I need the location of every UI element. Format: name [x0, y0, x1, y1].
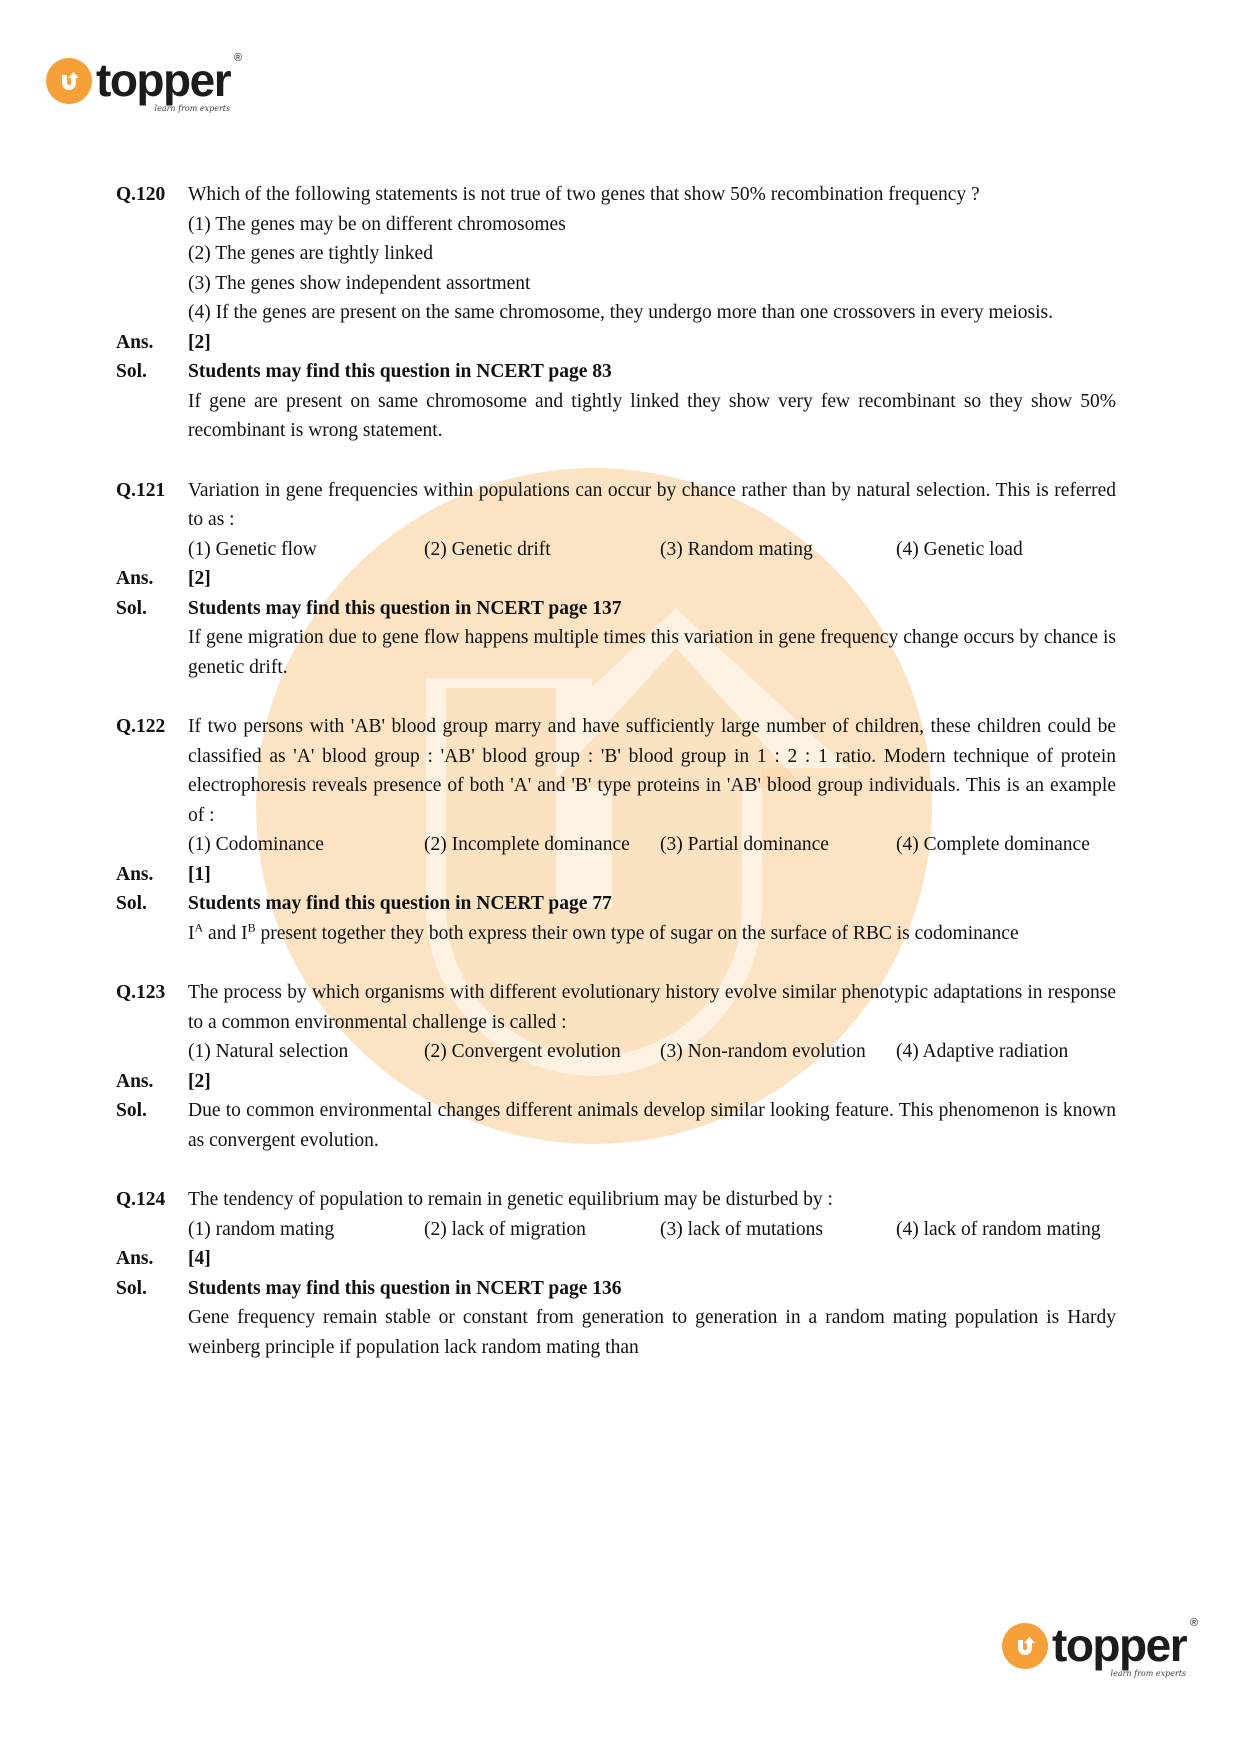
- solution-text-rest: present together they both express their own type of sugar on the surface of RBC is codominance: [255, 922, 1019, 944]
- option-3: (3) Non-random evolution: [660, 1041, 866, 1062]
- option-2: (2) lack of migration: [424, 1218, 586, 1240]
- registered-mark: ®: [234, 52, 243, 64]
- registered-mark: ®: [1190, 1617, 1199, 1629]
- solution-label: Sol.: [116, 361, 147, 382]
- brand-name: topper: [1052, 1619, 1187, 1671]
- question-content: [116, 180, 1116, 1392]
- option-1: (1) Natural selection: [188, 1041, 349, 1062]
- option-4: (4) Adaptive radiation: [896, 1041, 1069, 1062]
- question-number: Q.120: [116, 184, 166, 205]
- answer-value: [1]: [188, 863, 211, 885]
- solution-label: Sol.: [116, 1100, 147, 1121]
- answer-label: Ans.: [116, 863, 154, 885]
- option-1: (1) Codominance: [188, 834, 324, 855]
- u-badge-icon: [1002, 1623, 1048, 1669]
- allele-and-i: and I: [203, 922, 248, 944]
- solution-heading: Students may find this question in NCERT page 137: [188, 597, 622, 619]
- brand-tagline: learn from experts: [154, 104, 231, 113]
- question-block-123: [116, 978, 1116, 1155]
- option-2: (2) Genetic drift: [424, 538, 551, 560]
- question-block-122: [116, 712, 1116, 948]
- brand-name: topper: [96, 54, 231, 106]
- answer-value: [2]: [188, 568, 211, 589]
- option-3: (3) Random mating: [660, 538, 813, 560]
- option-1: (1) Genetic flow: [188, 538, 317, 560]
- question-block-120: [116, 180, 1116, 446]
- answer-value: [4]: [188, 1248, 211, 1269]
- question-text: The tendency of population to remain in genetic equilibrium may be disturbed by :: [188, 1189, 833, 1210]
- options-row: [188, 830, 1132, 860]
- answer-value: [2]: [188, 1070, 211, 1092]
- question-number: Q.124: [116, 1189, 166, 1210]
- option-4: (4) Genetic load: [896, 538, 1023, 560]
- brand-logo-bottom: [1002, 1615, 1199, 1678]
- option-2: (2) Convergent evolution: [424, 1041, 621, 1062]
- answer-value: [2]: [188, 331, 211, 353]
- question-block-121: [116, 476, 1116, 683]
- option-3: (3) lack of mutations: [660, 1218, 823, 1240]
- answer-label: Ans.: [116, 331, 154, 353]
- allele-i: I: [188, 922, 195, 944]
- brand-tagline: learn from experts: [1110, 1669, 1187, 1678]
- solution-text: [188, 919, 1116, 949]
- brand-logo-top: [46, 50, 243, 113]
- answer-label: Ans.: [116, 1070, 154, 1092]
- options-row: [188, 1215, 1132, 1245]
- solution-label: Sol.: [116, 597, 147, 619]
- question-text: Which of the following statements is not true of two genes that show 50% recombination frequency ?: [188, 184, 980, 205]
- question-text: If two persons with 'AB' blood group marry and have sufficiently large number of children, these children could be classified as 'A' blood group : 'AB' blood group : 'B' blood group in 1 : 2 : 1 ratio. Modern technique of protein electrophoresis reveals presence of both 'A' and 'B' type proteins in 'AB' blood group individuals. This is an example of :: [188, 716, 1116, 826]
- option-1: (1) The genes may be on different chromosomes: [188, 213, 566, 235]
- question-number: Q.123: [116, 982, 166, 1003]
- solution-heading: Students may find this question in NCERT page 136: [188, 1277, 622, 1299]
- answer-label: Ans.: [116, 568, 154, 589]
- option-3: (3) Partial dominance: [660, 834, 829, 855]
- allele-superscript-a: A: [194, 920, 204, 934]
- option-2: (2) The genes are tightly linked: [188, 243, 433, 264]
- solution-heading: Students may find this question in NCERT page 83: [188, 361, 612, 382]
- solution-label: Sol.: [116, 893, 147, 914]
- solution-text: Due to common environmental changes different animals develop similar looking feature. This phenomenon is known as convergent evolution.: [188, 1100, 1116, 1151]
- option-4: (4) If the genes are present on the same chromosome, they undergo more than one crossovers in every meiosis.: [188, 302, 1053, 323]
- question-block-124: [116, 1185, 1116, 1362]
- solution-text: If gene are present on same chromosome and tightly linked they show very few recombinant so they show 50% recombinant is wrong statement.: [188, 390, 1116, 441]
- option-4: (4) Complete dominance: [896, 834, 1090, 855]
- solution-text: Gene frequency remain stable or constant from generation to generation in a random mating population is Hardy weinberg principle if population lack random mating than: [188, 1307, 1116, 1358]
- option-3: (3) The genes show independent assortment: [188, 272, 531, 294]
- solution-heading: Students may find this question in NCERT page 77: [188, 893, 612, 914]
- options-row: [188, 535, 1132, 565]
- question-number: Q.122: [116, 716, 166, 737]
- question-text: The process by which organisms with different evolutionary history evolve similar phenotypic adaptations in response to a common environmental challenge is called :: [188, 982, 1116, 1033]
- options-row: [188, 1037, 1132, 1067]
- question-text: Variation in gene frequencies within populations can occur by chance rather than by natural selection. This is referred to as :: [188, 479, 1116, 530]
- allele-superscript-b: B: [247, 920, 256, 934]
- solution-label: Sol.: [116, 1277, 147, 1299]
- u-badge-icon: [46, 58, 92, 104]
- option-1: (1) random mating: [188, 1218, 335, 1240]
- question-number: Q.121: [116, 479, 166, 501]
- option-2: (2) Incomplete dominance: [424, 834, 630, 855]
- solution-text: If gene migration due to gene flow happens multiple times this variation in gene frequency change occurs by chance is genetic drift.: [188, 627, 1116, 678]
- answer-label: Ans.: [116, 1248, 154, 1269]
- option-4: (4) lack of random mating: [896, 1218, 1101, 1240]
